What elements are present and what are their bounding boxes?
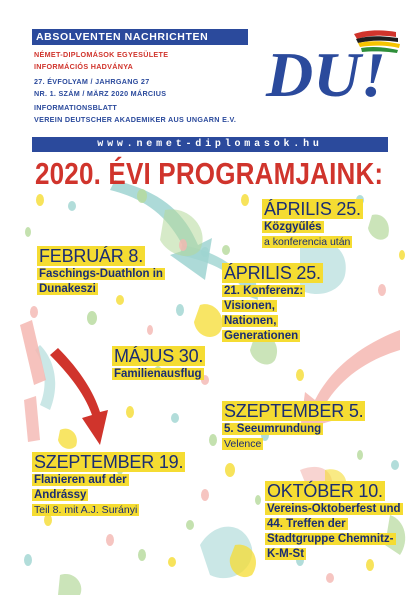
event-title: Faschings-Duathlon in Dunakeszi <box>39 268 163 295</box>
event-card <box>112 345 252 382</box>
event-card <box>32 451 182 517</box>
du-logo <box>262 28 402 106</box>
event-date: SZEPTEMBER 5. <box>224 401 364 421</box>
masthead-line: NÉMET-DIPLOMÁSOK EGYESÜLETE <box>34 50 169 59</box>
event-date: FEBRUÁR 8. <box>39 246 144 266</box>
drop <box>168 557 176 567</box>
event-subtitle: Velence <box>224 438 262 450</box>
drop <box>36 194 44 206</box>
green-blob-bottomleft <box>58 574 81 595</box>
masthead-line: NR. 1. SZÁM / MÄRZ 2020 MÁRCIUS <box>34 89 167 98</box>
drop <box>391 460 399 470</box>
drop <box>147 325 153 335</box>
drop <box>296 369 304 381</box>
event-card <box>265 480 405 562</box>
drop <box>225 463 235 477</box>
event-card <box>37 245 172 297</box>
drop <box>201 247 209 257</box>
event-subtitle: a konferencia után <box>264 236 351 248</box>
masthead-line: INFORMATIONSBLATT <box>34 103 118 112</box>
event-date: SZEPTEMBER 19. <box>34 452 184 472</box>
masthead-line: 27. ÉVFOLYAM / JAHRGANG 27 <box>34 77 150 86</box>
drop <box>255 495 261 505</box>
drop <box>30 306 38 318</box>
event-date: OKTÓBER 10. <box>267 481 383 501</box>
event-title: Flanieren auf der Andrássy <box>34 474 127 501</box>
masthead-line: VEREIN DEUTSCHER AKADEMIKER AUS UNGARN E.V. <box>34 115 237 124</box>
drop <box>25 227 31 237</box>
event-title: Familienausflug <box>114 368 202 380</box>
page-title: 2020. ÉVI PROGRAMJAINK: <box>35 156 384 191</box>
drop <box>186 520 194 530</box>
event-card <box>222 400 382 451</box>
drop <box>222 245 230 255</box>
pink-stripe-left2 <box>24 396 40 442</box>
drop <box>171 413 179 423</box>
event-title: Közgyűlés <box>264 221 322 233</box>
event-date: MÁJUS 30. <box>114 346 204 366</box>
yellow-shape-3 <box>58 429 77 449</box>
event-title: 21. Konferenz: Visionen, Nationen, Generationen <box>224 285 304 342</box>
drop <box>378 284 386 296</box>
yellow-shape-1 <box>194 304 222 337</box>
red-arrow <box>50 348 108 445</box>
event-title: Vereins-Oktoberfest und 44. Treffen der Stadtgruppe Chemnitz-K-M-St <box>267 503 401 560</box>
drop <box>24 554 32 566</box>
drop <box>399 250 405 260</box>
drop <box>357 450 363 460</box>
masthead-title: ABSOLVENTEN NACHRICHTEN <box>32 29 248 45</box>
website-url[interactable]: www.nemet-diplomasok.hu <box>32 137 388 152</box>
drop <box>106 534 114 546</box>
logo-text: DU! <box>264 39 386 106</box>
drop <box>176 304 184 316</box>
drop <box>138 549 146 561</box>
drop <box>126 406 134 418</box>
event-date: ÁPRILIS 25. <box>264 199 361 219</box>
masthead-line: INFORMÁCIÓS HADVÁNYA <box>34 62 134 71</box>
event-title: 5. Seeumrundung <box>224 423 322 435</box>
event-date: ÁPRILIS 25. <box>224 263 321 283</box>
drop <box>326 573 334 583</box>
drop <box>209 434 217 446</box>
event-subtitle: Teil 8. mit A.J. Surányi <box>34 504 138 516</box>
drop <box>241 194 249 206</box>
event-card <box>222 262 322 344</box>
drop <box>87 311 97 325</box>
drop <box>179 239 187 251</box>
event-card <box>262 198 412 249</box>
drop <box>201 489 209 501</box>
drop <box>68 201 76 211</box>
